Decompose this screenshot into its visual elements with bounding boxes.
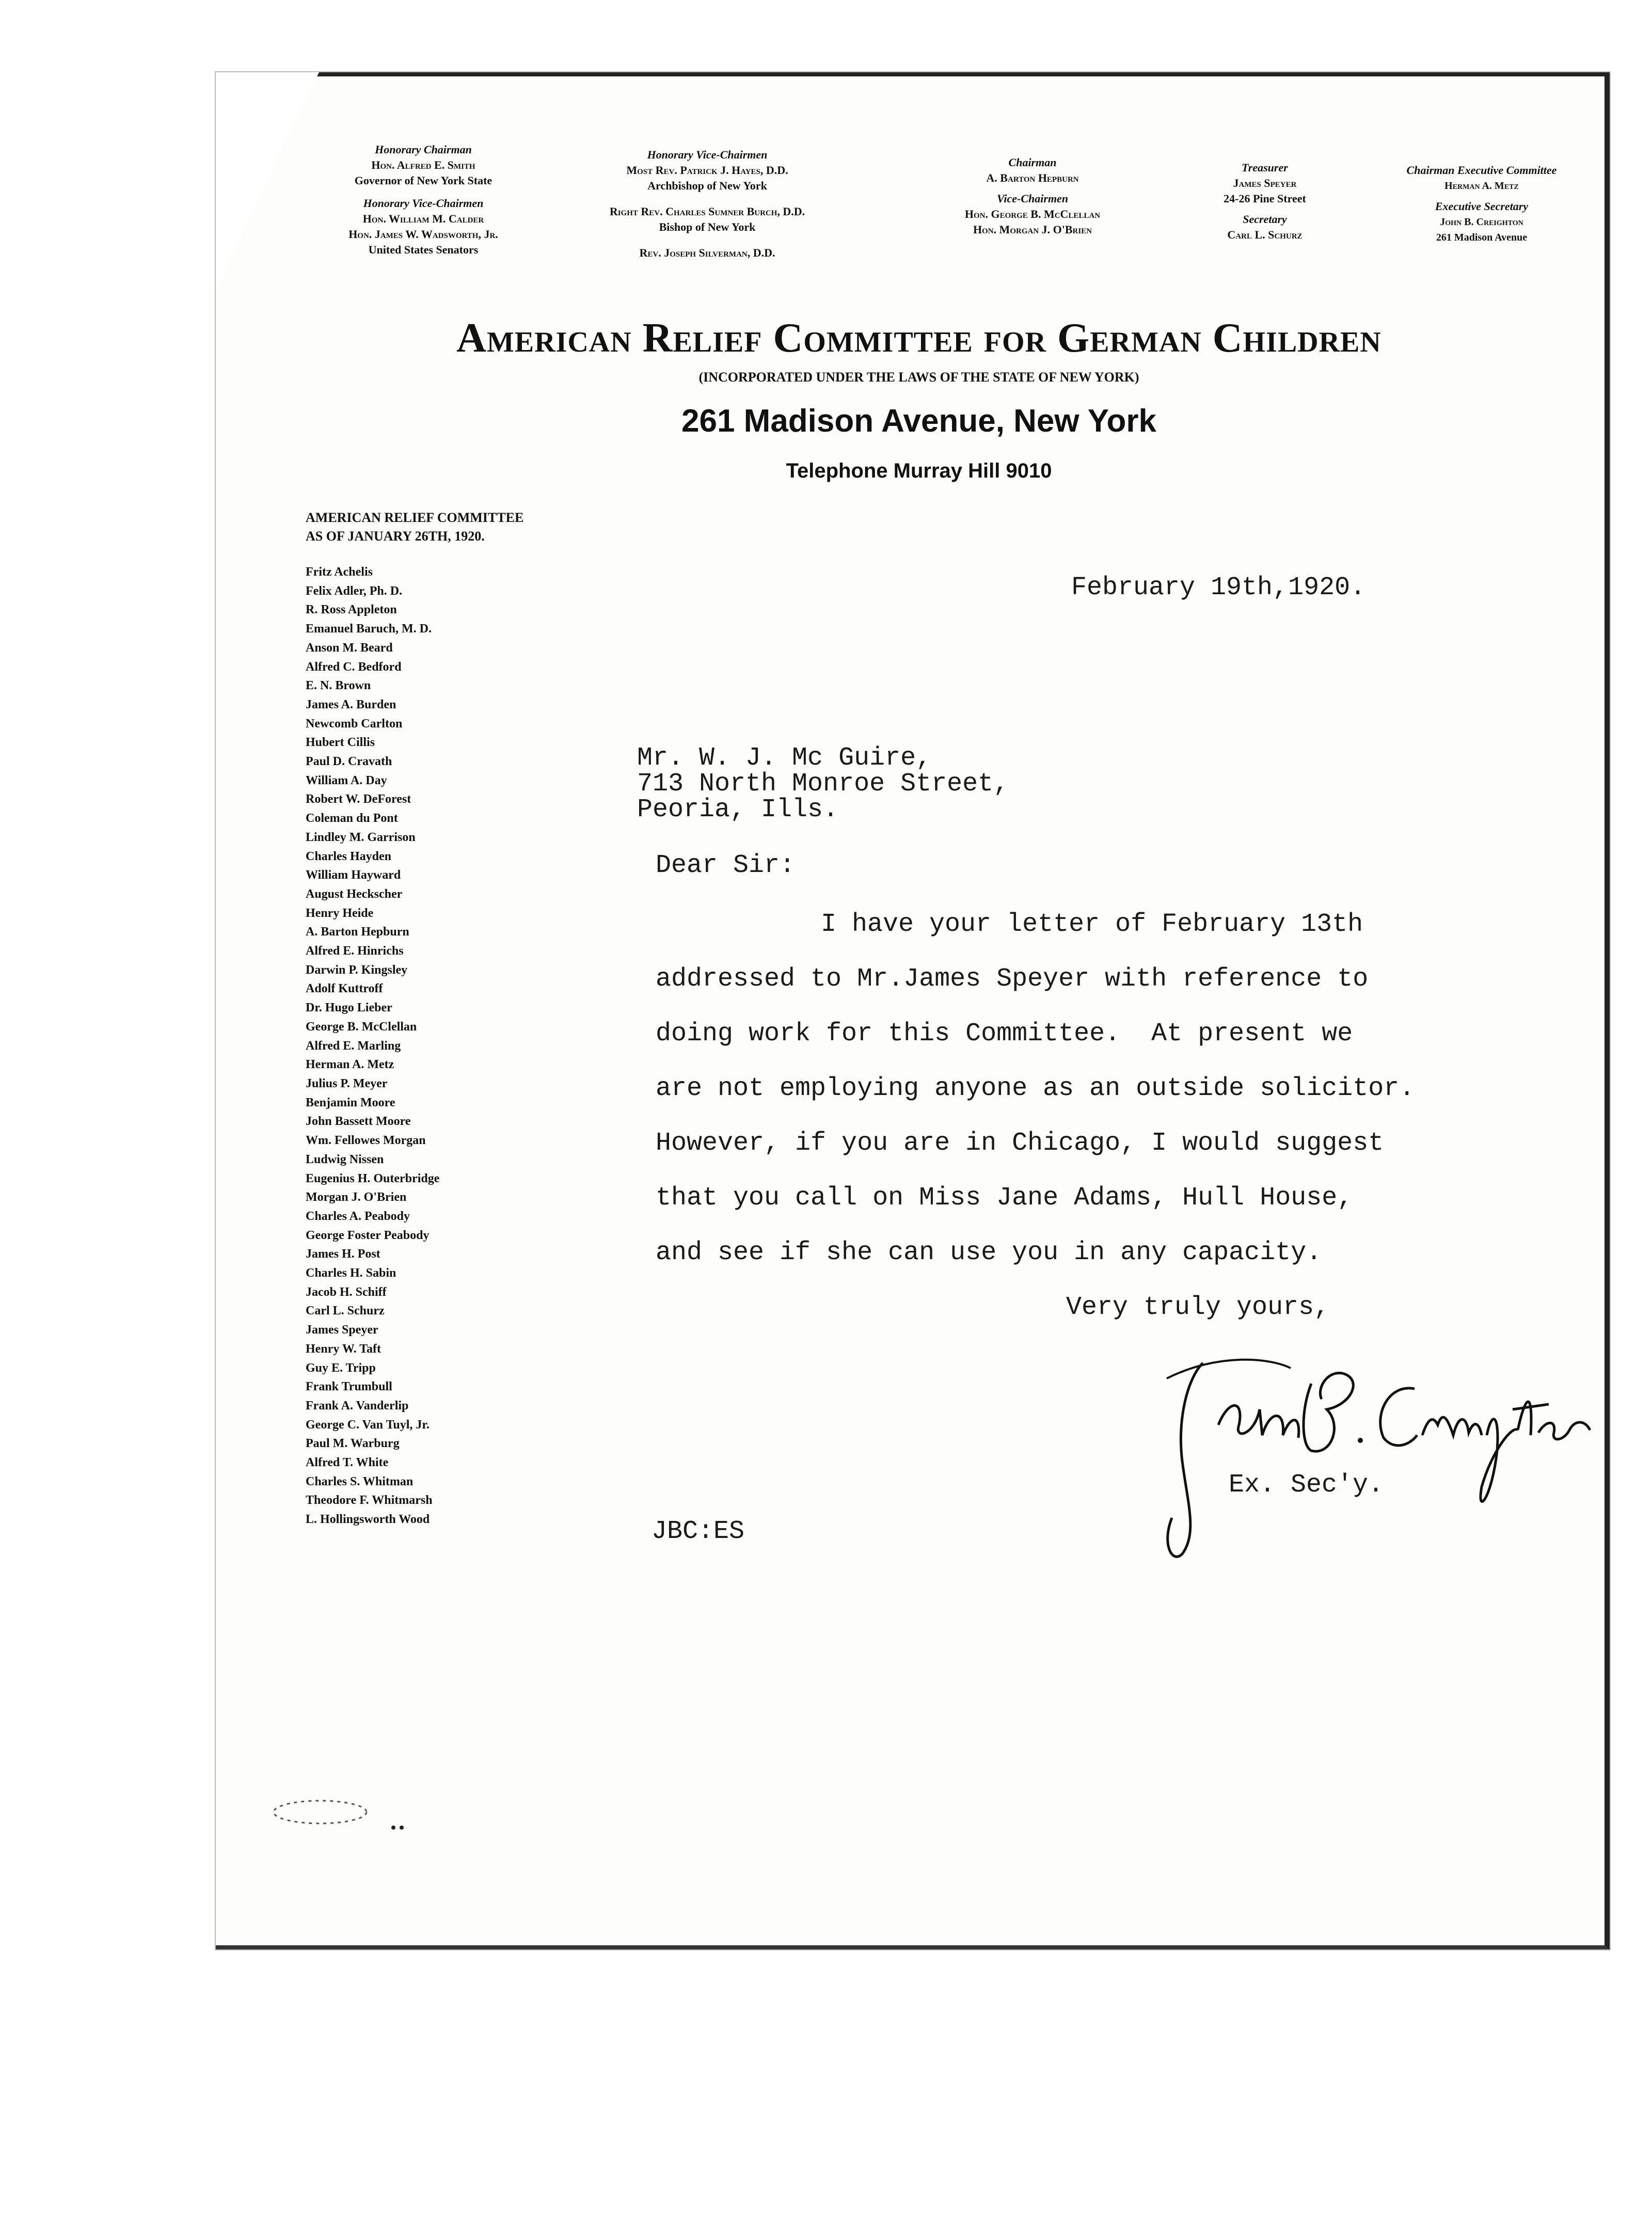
officer-name: Hon. Morgan J. O'Brien [973, 223, 1092, 236]
committee-member: Paul M. Warburg [306, 1437, 400, 1451]
committee-member: Henry Heide [306, 906, 374, 920]
committee-member: Charles A. Peabody [306, 1209, 410, 1223]
torn-corner [216, 72, 319, 289]
committee-member: Morgan J. O'Brien [306, 1191, 407, 1204]
committee-member: L. Hollingsworth Wood [306, 1513, 430, 1527]
committee-member: William A. Day [306, 773, 387, 787]
body-line: addressed to Mr.James Speyer with reference to [656, 964, 1369, 994]
officer-name: A. Barton Hepburn [986, 171, 1079, 184]
officer-role: Vice-Chairmen [996, 192, 1069, 205]
committee-member: Herman A. Metz [306, 1058, 394, 1072]
officer-name: John B. Creighton [1440, 216, 1523, 228]
committee-member: Alfred T. White [306, 1456, 389, 1470]
officer-name: Carl L. Schurz [1227, 228, 1302, 241]
committee-member: George Foster Peabody [306, 1228, 430, 1242]
recipient-name: Mr. W. J. Mc Guire, [637, 743, 932, 773]
committee-member: Charles S. Whitman [306, 1474, 414, 1488]
officer-name: Herman A. Metz [1444, 180, 1519, 192]
officer-name: United States Senators [368, 243, 479, 256]
letter-date: February 19th,1920. [1071, 573, 1366, 602]
body-line: However, if you are in Chicago, I would suggest [656, 1129, 1384, 1158]
committee-member: Emanuel Baruch, M. D. [306, 622, 432, 636]
committee-member: Frank Trumbull [306, 1380, 392, 1394]
signature [1156, 1347, 1600, 1564]
committee-member: Darwin P. Kingsley [306, 963, 408, 977]
committee-member: Wm. Fellowes Morgan [306, 1134, 426, 1148]
officer-role: Honorary Chairman [375, 143, 472, 156]
officers-col-2 [578, 147, 836, 261]
committee-member: Lindley M. Garrison [306, 830, 416, 844]
officer-role: Chairman [1008, 156, 1057, 169]
committee-member: Anson M. Beard [306, 641, 393, 655]
committee-member: Frank A. Vanderlip [306, 1399, 409, 1412]
committee-member: Charles Hayden [306, 849, 392, 863]
committee-member: Felix Adler, Ph. D. [306, 584, 403, 598]
committee-member: George B. McClellan [306, 1020, 417, 1034]
committee-member: Paul D. Cravath [306, 755, 392, 769]
committee-member: John Bassett Moore [306, 1115, 411, 1129]
officer-name: Hon. Alfred E. Smith [371, 158, 475, 171]
signer-title: Ex. Sec'y. [1229, 1470, 1384, 1500]
committee-member: James A. Burden [306, 697, 396, 711]
body-line: doing work for this Committee. At present we [656, 1019, 1353, 1049]
committee-member: A. Barton Hepburn [306, 925, 409, 939]
committee-member: Dr. Hugo Lieber [306, 1001, 392, 1015]
incorporation-note: (INCORPORATED UNDER THE LAWS OF THE STATE OF NEW YORK) [698, 370, 1139, 385]
committee-member: Alfred E. Hinrichs [306, 944, 404, 958]
officers-col-4 [1187, 160, 1342, 243]
organization-address: 261 Madison Avenue, New York [681, 403, 1156, 439]
recipient-street: 713 North Monroe Street, [637, 769, 1009, 799]
committee-member: Benjamin Moore [306, 1096, 395, 1109]
officer-role: Secretary [1243, 213, 1287, 226]
committee-member: August Heckscher [306, 887, 403, 901]
committee-member: E. N. Brown [306, 679, 371, 693]
committee-member: Coleman du Pont [306, 812, 398, 826]
committee-member: Newcomb Carlton [306, 717, 403, 731]
committee-member: Carl L. Schurz [306, 1304, 385, 1318]
officer-name: Hon. George B. McClellan [964, 208, 1101, 220]
committee-member: Robert W. DeForest [306, 792, 411, 806]
committee-member: Theodore F. Whitmarsh [306, 1494, 433, 1507]
committee-member: James H. Post [306, 1247, 380, 1261]
committee-member: Eugenius H. Outerbridge [306, 1171, 440, 1185]
committee-member: Alfred E. Marling [306, 1039, 401, 1053]
officer-role: Honorary Vice-Chairmen [647, 148, 768, 161]
committee-member: Henry W. Taft [306, 1342, 382, 1356]
committee-member: Hubert Cillis [306, 736, 375, 750]
committee-heading-line: AMERICAN RELIEF COMMITTEE [306, 510, 524, 525]
officer-name: 24-26 Pine Street [1224, 192, 1306, 205]
body-line: I have your letter of February 13th [821, 910, 1363, 939]
salutation: Dear Sir: [656, 851, 796, 880]
committee-member: Guy E. Tripp [306, 1361, 376, 1375]
officers-col-1 [310, 142, 537, 258]
committee-member: Jacob H. Schiff [306, 1285, 387, 1299]
committee-member: Fritz Achelis [306, 565, 373, 579]
officer-name: Right Rev. Charles Sumner Burch, D.D. [609, 205, 805, 218]
committee-heading-line: AS OF JANUARY 26TH, 1920. [306, 529, 485, 544]
officer-name: Hon. William M. Calder [362, 212, 484, 225]
officer-name: Archbishop of New York [647, 179, 767, 192]
committee-member: Adolf Kuttroff [306, 982, 383, 996]
body-line: are not employing anyone as an outside solicitor. [656, 1074, 1415, 1103]
closing: Very truly yours, [1066, 1293, 1330, 1322]
committee-member: R. Ross Appleton [306, 603, 397, 617]
officers-col-3 [919, 155, 1146, 237]
committee-heading [306, 509, 523, 546]
officer-role: Chairman Executive Committee [1406, 164, 1557, 177]
officer-name: Rev. Joseph Silverman, D.D. [639, 246, 775, 259]
body-line: and see if she can use you in any capacity. [656, 1238, 1322, 1267]
committee-member: William Hayward [306, 868, 401, 882]
officer-role: Treasurer [1242, 161, 1288, 174]
committee-member: George C. Van Tuyl, Jr. [306, 1418, 430, 1432]
officer-name: Bishop of New York [659, 220, 756, 233]
officer-role: Executive Secretary [1435, 200, 1529, 213]
committee-member: Charles H. Sabin [306, 1266, 396, 1280]
officer-role: Honorary Vice-Chairmen [363, 197, 484, 210]
typist-initials: JBC:ES [652, 1517, 745, 1546]
officer-name: James Speyer [1233, 177, 1297, 189]
officer-name: 261 Madison Avenue [1436, 232, 1528, 243]
officer-name: Governor of New York State [354, 174, 493, 187]
officer-name: Most Rev. Patrick J. Hayes, D.D. [626, 164, 788, 177]
faded-stamp-mark [258, 1791, 413, 1843]
committee-member: Alfred C. Bedford [306, 660, 402, 674]
organization-telephone: Telephone Murray Hill 9010 [786, 459, 1052, 482]
organization-title: American Relief Committee for German Children [456, 315, 1381, 361]
committee-member: James Speyer [306, 1323, 378, 1337]
officer-name: Hon. James W. Wadsworth, Jr. [348, 228, 498, 241]
officers-col-5 [1394, 163, 1569, 245]
committee-member: Ludwig Nissen [306, 1152, 384, 1166]
recipient-city: Peoria, Ills. [637, 795, 839, 824]
committee-member: Julius P. Meyer [306, 1076, 388, 1090]
body-line: that you call on Miss Jane Adams, Hull House, [656, 1183, 1353, 1213]
committee-member-list [306, 563, 439, 1529]
